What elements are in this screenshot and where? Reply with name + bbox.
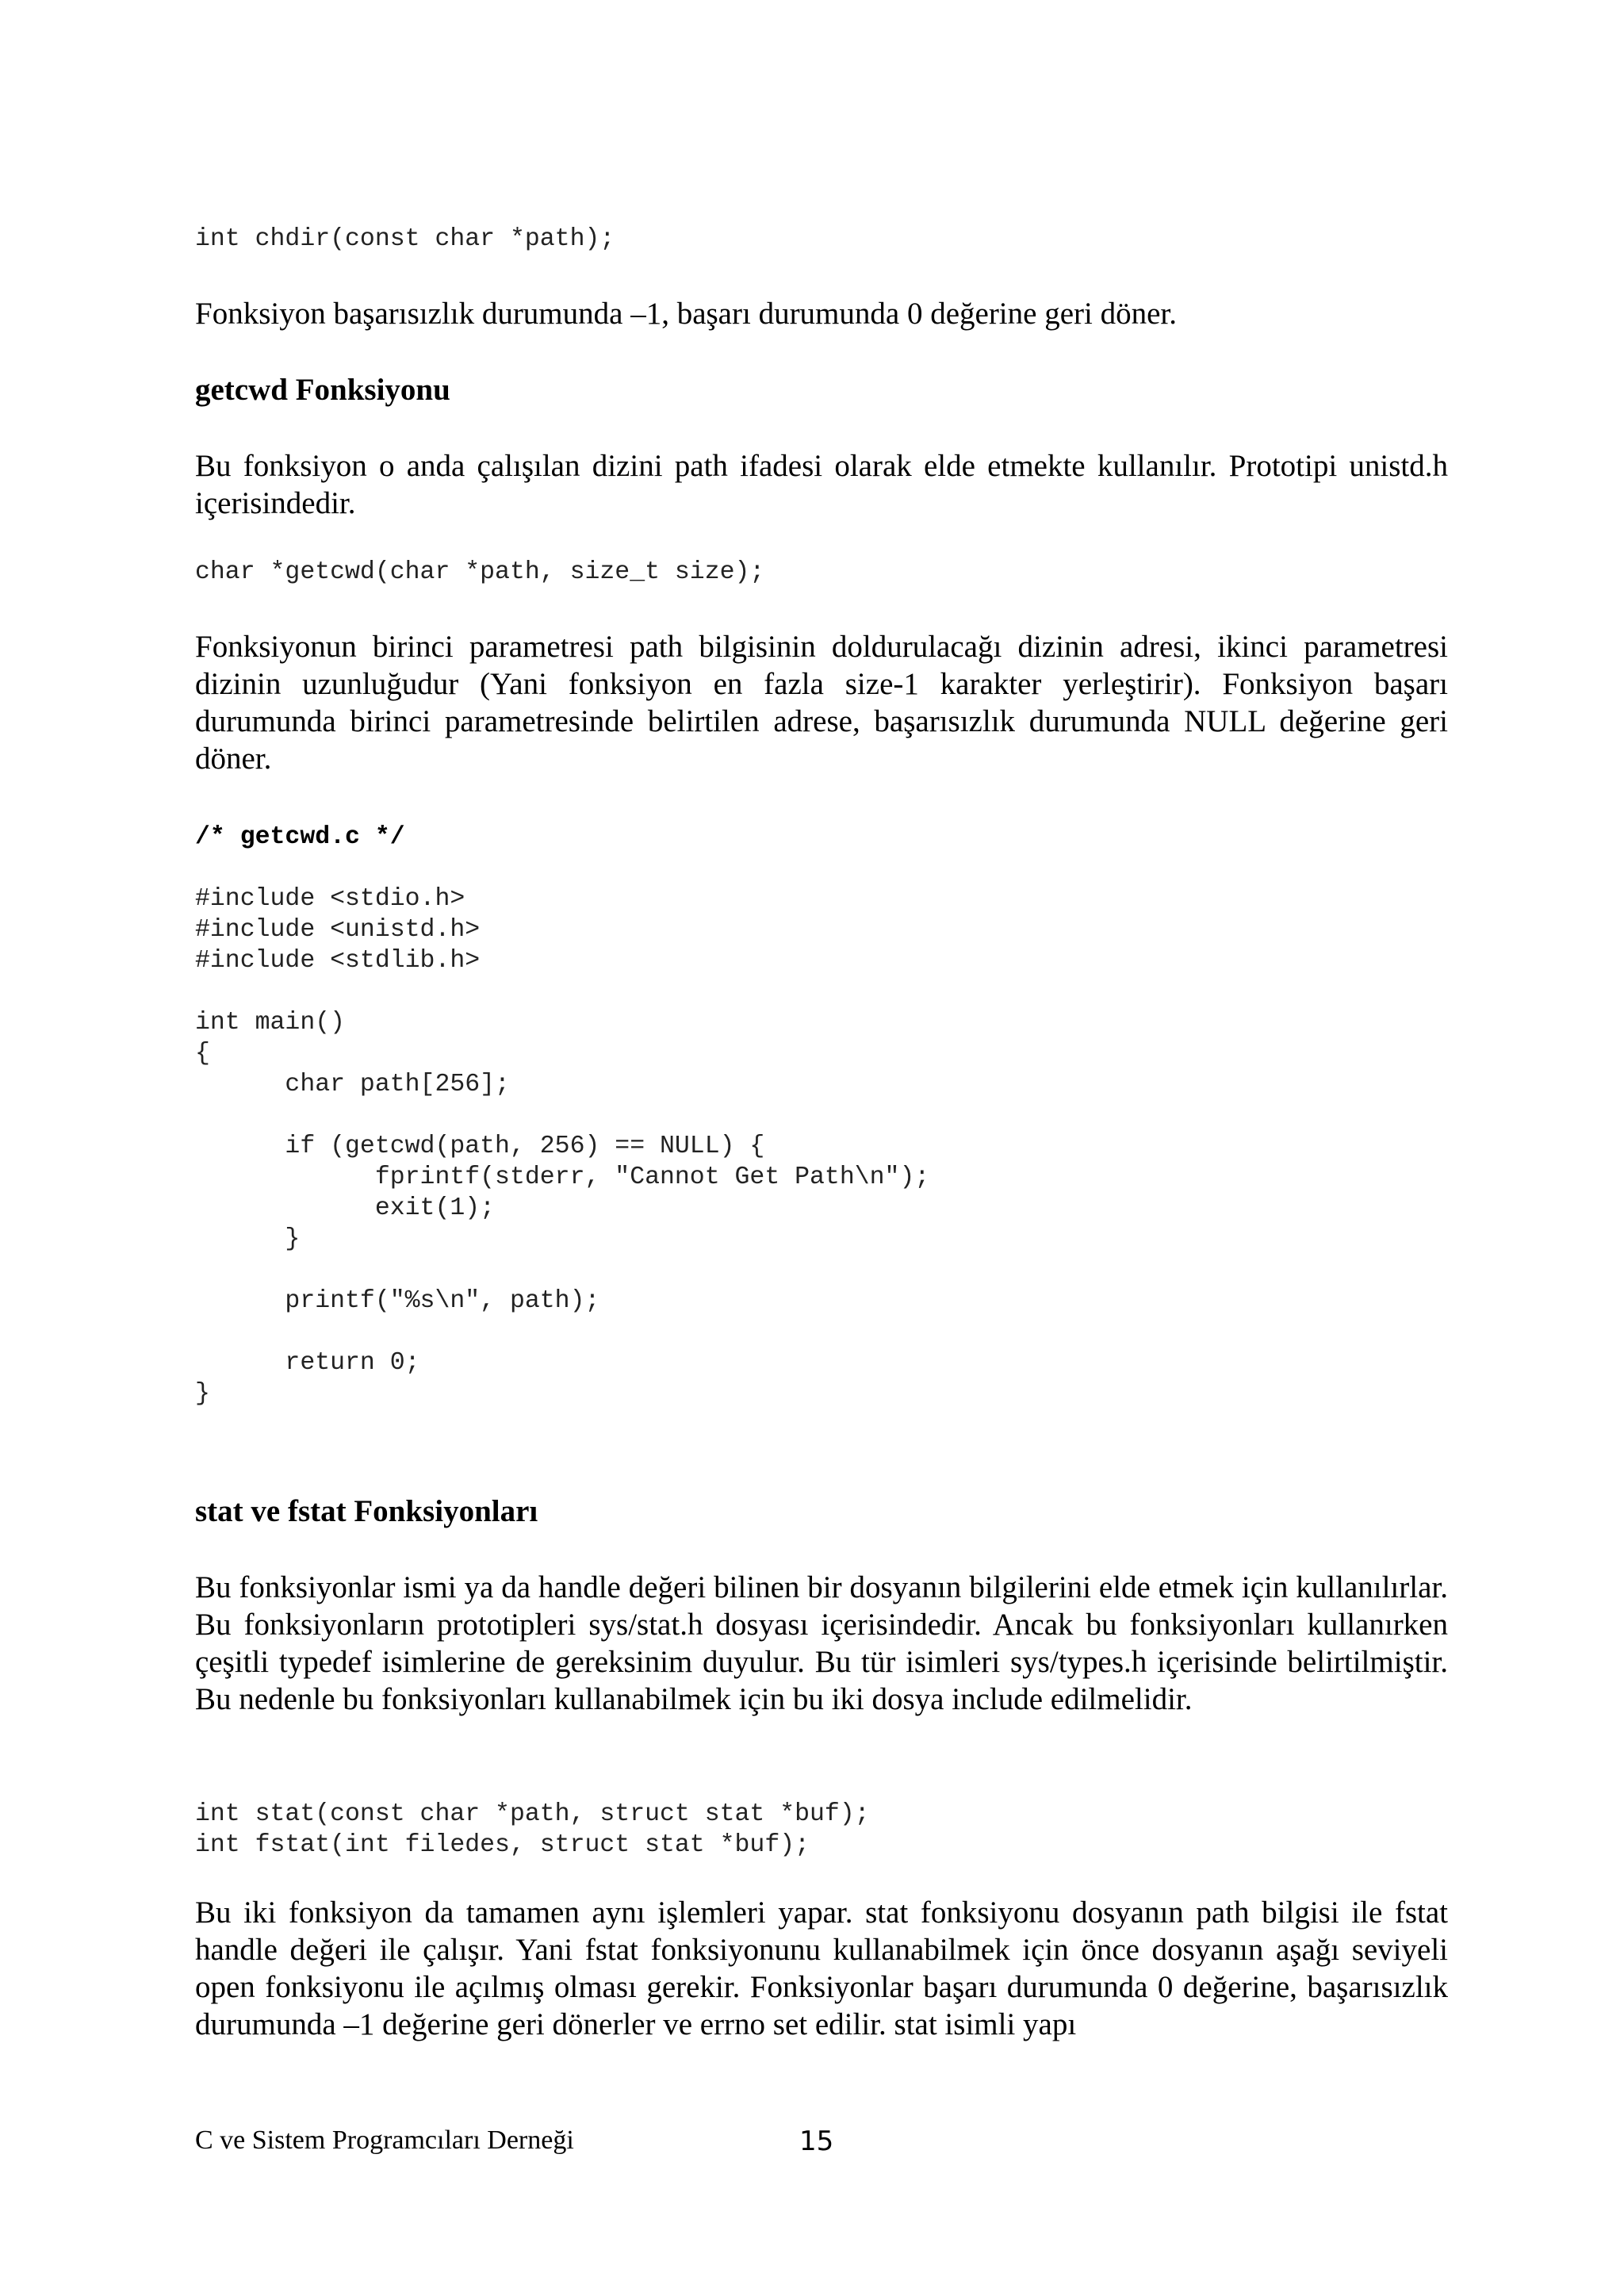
paragraph-getcwd-params: Fonksiyonun birinci parametresi path bilgisinin doldurulacağı dizinin adresi, ikinci parametresi dizinin uzunluğudur (Yani fonksiyon en fazla size-1 karakter yerleştirir). Fonksiyon başarı durumunda birinci parametresinde belirtilen adrese, başarısızlık durumunda NULL değerine geri döner. [195,630,1448,776]
code-main-function: int main() { char path[256]; if (getcwd(path, 256) == NULL) { fprintf(stderr, "Cannot Get Path\n"); exit(1); } printf("%s\n", path); return 0; } [195,1009,930,1408]
paragraph-stat-description: Bu iki fonksiyon da tamamen aynı işlemleri yapar. stat fonksiyonu dosyanın path bilgisi ile fstat handle değeri ile çalışır. Yani fstat fonksiyonunu kullanabilmek için önce dosyanın aşağı seviyeli open fonksiyonu ile açılmış olması gerekir. Fonksiyonlar başarı durumunda 0 değerine, başarısızlık durumunda –1 değerine geri dönerler ve errno set edilir. stat isimli yapı [195,1895,1448,2041]
code-chdir-prototype: int chdir(const char *path); [195,225,615,253]
code-file-comment: /* getcwd.c */ [195,823,405,851]
paragraph-getcwd-intro: Bu fonksiyon o anda çalışılan dizini path ifadesi olarak elde etmekte kullanılır. Prototipi unistd.h içerisindedir. [195,449,1448,520]
paragraph-chdir-return: Fonksiyon başarısızlık durumunda –1, başarı durumunda 0 değerine geri döner. [195,297,1177,331]
paragraph-stat-intro: Bu fonksiyonlar ismi ya da handle değeri bilinen bir dosyanın bilgilerini elde etmek için kullanılırlar. Bu fonksiyonların prototipleri sys/stat.h dosyası içerisindedir. Ancak bu fonksiyonları kullanırken çeşitli typedef isimlerine de gereksinim duyulur. Bu tür isimleri sys/types.h içerisinde belirtilmiştir. Bu nedenle bu fonksiyonları kullanabilmek için bu iki dosya include edilmelidir. [195,1570,1448,1716]
code-stat-prototypes: int stat(const char *path, struct stat *buf); int fstat(int filedes, struct stat *buf); [195,1800,870,1859]
heading-stat-fstat: stat ve fstat Fonksiyonları [195,1494,538,1528]
footer-organization: C ve Sistem Programcıları Derneği [195,2125,574,2155]
footer-page-number: 15 [799,2125,834,2157]
code-getcwd-prototype: char *getcwd(char *path, size_t size); [195,558,765,586]
code-includes: #include <stdio.h> #include <unistd.h> #include <stdlib.h> [195,885,481,975]
page-footer [195,2125,1448,2165]
heading-getcwd: getcwd Fonksiyonu [195,373,450,407]
